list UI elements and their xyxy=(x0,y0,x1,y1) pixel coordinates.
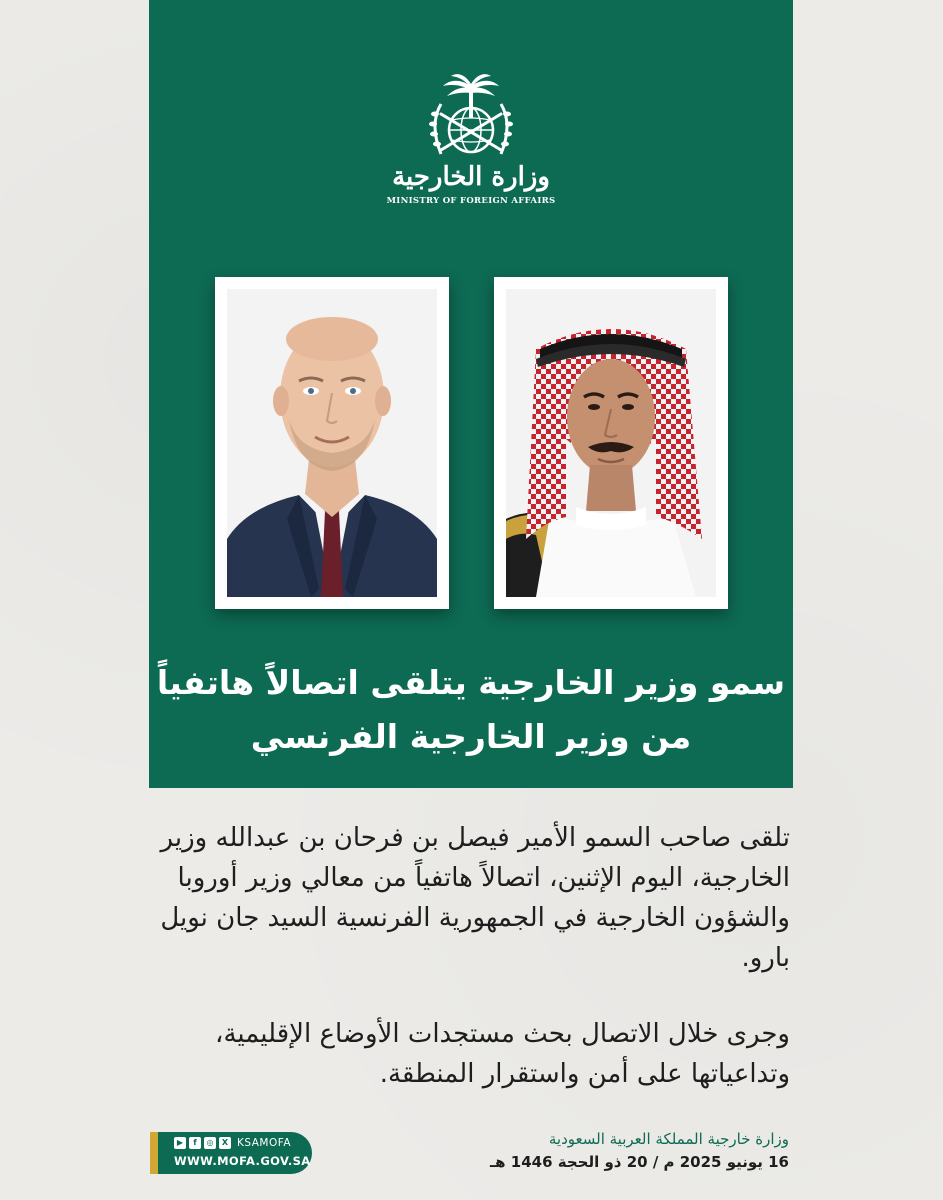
publication-date: 16 يونيو 2025 م / 20 ذو الحجة 1446 هـ xyxy=(490,1153,789,1171)
portrait-frame-left xyxy=(215,277,449,609)
gold-accent-bar xyxy=(150,1132,158,1174)
youtube-icon[interactable]: ▶ xyxy=(174,1137,186,1149)
website-link[interactable]: WWW.MOFA.GOV.SA xyxy=(174,1154,311,1168)
article-body xyxy=(150,818,790,1094)
social-icons-row xyxy=(174,1137,291,1149)
social-pill xyxy=(158,1132,312,1174)
footer-ministry-name: وزارة خارجية المملكة العربية السعودية xyxy=(548,1130,789,1148)
x-icon[interactable]: X xyxy=(219,1137,231,1149)
headline-line-2: من وزير الخارجية الفرنسي xyxy=(250,717,692,756)
french-minister-portrait-icon xyxy=(227,289,437,597)
saudi-emblem-icon xyxy=(407,74,535,164)
facebook-icon[interactable]: f xyxy=(189,1137,201,1149)
article-paragraph-1: تلقى صاحب السمو الأمير فيصل بن فرحان بن عبدالله وزير الخارجية، اليوم الإثنين، اتصالاً هاتفياً من معالي وزير أوروبا والشؤون الخارجية في الجمهورية الفرنسية السيد جان نويل بارو. xyxy=(160,823,790,973)
footer-meta xyxy=(429,1128,789,1174)
social-handle[interactable]: KSAMOFA xyxy=(237,1137,292,1149)
headline-line-1: سمو وزير الخارجية يتلقى اتصالاً هاتفياً xyxy=(156,663,786,702)
green-header-panel xyxy=(149,0,793,788)
ministry-name-arabic: وزارة الخارجية xyxy=(392,162,550,192)
saudi-minister-portrait-icon xyxy=(506,289,716,597)
instagram-icon[interactable]: ◎ xyxy=(204,1137,216,1149)
headline xyxy=(149,656,793,764)
ministry-name-english: MINISTRY OF FOREIGN AFFAIRS xyxy=(386,196,556,206)
portrait-frame-right xyxy=(494,277,728,609)
article-paragraph-2: وجرى خلال الاتصال بحث مستجدات الأوضاع الإقليمية، وتداعياتها على أمن واستقرار المنطقة. xyxy=(215,1019,790,1089)
social-footer-badge xyxy=(150,1132,312,1174)
